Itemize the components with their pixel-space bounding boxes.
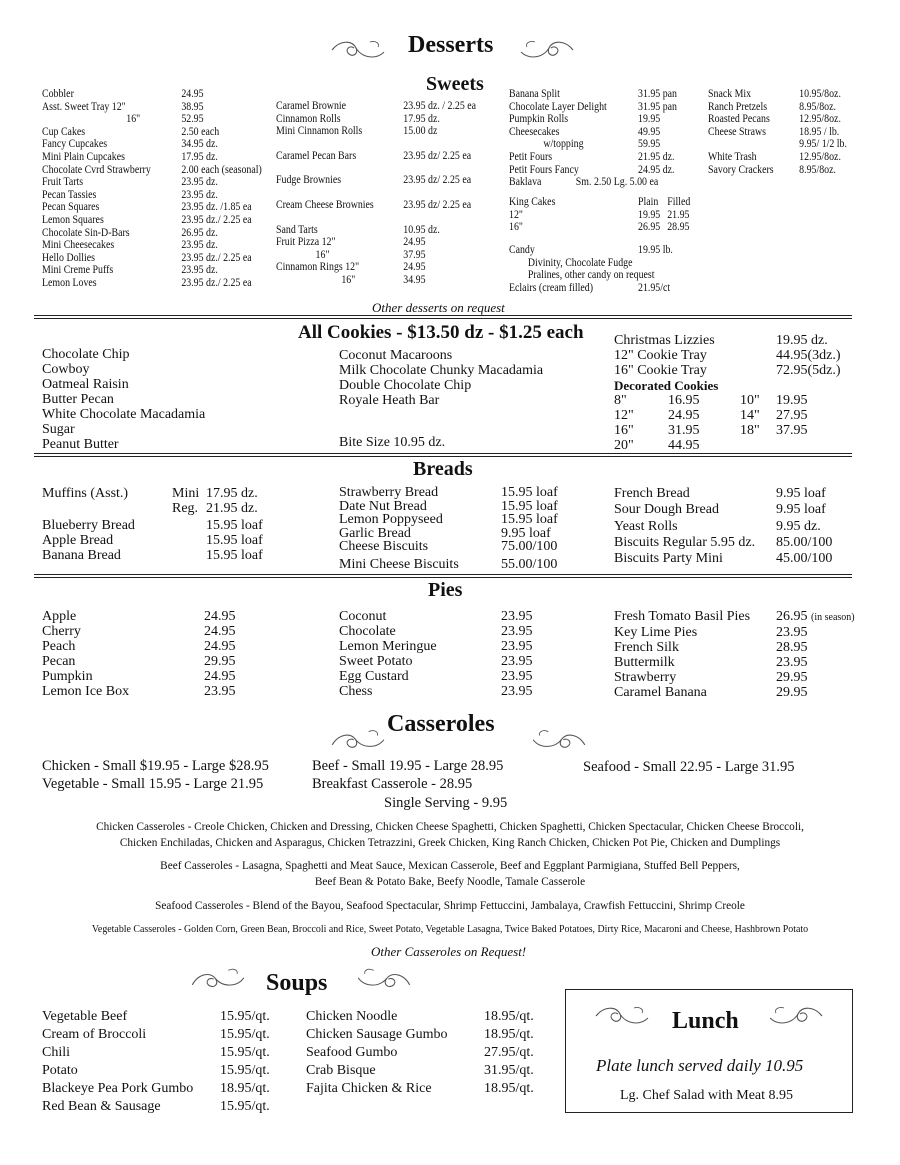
list-item: Cobbler 24.95 (42, 88, 204, 100)
list-item: Lemon Meringue 23.95 (339, 639, 533, 654)
list-item: Asst. Sweet Tray 12" 38.95 (42, 100, 204, 113)
list-item: Banana Bread 15.95 loaf (42, 548, 263, 563)
list-item: Sour Dough Bread 9.95 loaf (614, 502, 826, 518)
list-item: French Bread 9.95 loaf (614, 486, 826, 501)
list-item: Date Nut Bread 15.95 loaf (339, 498, 558, 514)
list-item: Fruit Pizza 12" 24.95 (276, 236, 426, 249)
list-item: Sweet Potato 23.95 (339, 654, 533, 669)
casserole-seafood: Seafood - Small 22.95 - Large 31.95 (583, 759, 795, 775)
list-item: Hello Dollies 23.95 dz./ 2.25 ea (42, 251, 252, 264)
beef-casseroles-list: Beef Casseroles - Lasagna, Spaghetti and Meat Sauce, Mexican Casserole, Beef and Eggplant Parmigiana, Stuffed Bell Peppers, Beef Bean & Potato Bake, Beefy Noodle, Tamale Casserole (160, 858, 740, 888)
list-item: White Trash 12.95/8oz. (708, 150, 841, 163)
list-item: Pecan Squares 23.95 dz. /1.85 ea (42, 201, 252, 214)
list-item: 9.95/ 1/2 lb. (799, 138, 847, 151)
plate-lunch: Plate lunch served daily 10.95 (596, 1056, 804, 1075)
list-item: Key Lime Pies 23.95 (614, 625, 808, 640)
list-item: French Silk 28.95 (614, 640, 808, 655)
casseroles-heading: Casseroles (387, 711, 495, 737)
list-item: Crab Bisque 31.95/qt. (306, 1063, 534, 1078)
swirl-ornament-left-icon (594, 1004, 654, 1030)
chef-salad: Lg. Chef Salad with Meat 8.95 (620, 1088, 794, 1103)
divider (34, 315, 852, 319)
list-item: 16" 31.95 18" 37.95 (614, 423, 808, 438)
list-item: Banana Split 31.95 pan (509, 88, 678, 100)
list-item: Mini Cheese Biscuits 55.00/100 (339, 556, 558, 572)
list-item: Apple 24.95 (42, 609, 236, 624)
list-item: Caramel Brownie 23.95 dz. / 2.25 ea (276, 100, 477, 112)
list-item: Blackeye Pea Pork Gumbo 18.95/qt. (42, 1081, 270, 1096)
list-item: Red Bean & Sausage 15.95/qt. (42, 1099, 270, 1114)
list-item: Peanut Butter (42, 437, 119, 452)
list-item: Cherry 24.95 (42, 624, 236, 639)
list-item: Chocolate Chip (42, 347, 130, 362)
list-item: 12" 24.95 14" 27.95 (614, 408, 808, 423)
casserole-vegetable: Vegetable - Small 15.95 - Large 21.95 (42, 776, 264, 792)
list-item: 16" 34.95 (341, 273, 426, 286)
list-item: Biscuits Regular 5.95 dz. 85.00/100 (614, 534, 833, 550)
list-item: Mini Cheesecakes 23.95 dz. (42, 239, 218, 252)
list-item: Pecan Tassies 23.95 dz. (42, 188, 218, 201)
list-item: Chicken Sausage Gumbo 18.95/qt. (306, 1027, 534, 1042)
list-item: 20" 44.95 (614, 438, 700, 453)
list-item: Cinnamon Rings 12" 24.95 (276, 261, 426, 274)
chicken-casseroles-list: Chicken Casseroles - Creole Chicken, Chicken and Dressing, Chicken Cheese Spaghetti, Chicken Spaghetti, Chicken Spectacular, Chicken Cheese Broccoli, Chicken Enchiladas, Chicken and Asparagus, Chicken Tetrazzini, Greek Chicken, King Ranch Chicken, Chicken Pot Pie, Chicken and Dumplings (96, 819, 804, 849)
list-item: Mini Cinnamon Rolls 15.00 dz (276, 125, 438, 138)
list-item: Caramel Pecan Bars 23.95 dz/ 2.25 ea (276, 149, 472, 162)
sweets-note: Other desserts on request (372, 300, 505, 315)
list-item: Chicken Noodle 18.95/qt. (306, 1009, 534, 1024)
page-title: Desserts (408, 32, 494, 58)
pies-col3 (614, 609, 855, 700)
list-item: Cowboy (42, 362, 90, 377)
lunch-heading: Lunch (672, 1008, 739, 1034)
candy: Candy 19.95 lb. Divinity, Chocolate Fudge Pralines, other candy on request Eclairs (cream filled) 21.95/ct (509, 244, 673, 294)
swirl-ornament-right-icon (764, 1004, 824, 1030)
list-item: Fudge Brownies 23.95 dz/ 2.25 ea (276, 174, 472, 187)
sweets-col2 (276, 100, 476, 287)
list-item: Mini Plain Cupcakes 17.95 dz. (42, 150, 218, 163)
list-item: Butter Pecan (42, 392, 114, 407)
list-item: Petit Fours 21.95 dz. (509, 150, 675, 163)
list-item: White Chocolate Macadamia (42, 407, 206, 422)
list-item: Chocolate 23.95 (339, 624, 533, 639)
list-item: Biscuits Party Mini 45.00/100 (614, 551, 833, 567)
sweets-heading: Sweets (426, 73, 484, 95)
cookies-heading: All Cookies - $13.50 dz - $1.25 each (298, 322, 584, 343)
breads-col3 (614, 486, 832, 567)
list-item: Snack Mix 10.95/8oz. (708, 88, 841, 100)
soups-col2 (306, 1008, 534, 1098)
list-item: Fancy Cupcakes 34.95 dz. (42, 138, 218, 151)
list-item: Milk Chocolate Chunky Macadamia (339, 363, 544, 378)
list-item: Seafood Gumbo 27.95/qt. (306, 1045, 534, 1060)
list-item: Sugar (42, 422, 75, 437)
swirl-ornament-left-icon (328, 725, 391, 759)
list-item: 16" 52.95 (126, 113, 204, 126)
list-item: Chocolate Cvrd Strawberry 2.00 each (seasonal) (42, 163, 262, 176)
cookie-trays: Christmas Lizzies 19.95 dz. 12" Cookie Tray 44.95(3dz.) 16" Cookie Tray 72.95(5dz.) Decorated Cookies 8" 16.95 10" 19.95 12" 24.95 14" 27.95 16" 31.95 18" 37.95 20" 44.95 (614, 333, 841, 453)
list-item: Vegetable Beef 15.95/qt. (42, 1009, 270, 1024)
list-item: Fajita Chicken & Rice 18.95/qt. (306, 1081, 534, 1096)
list-item: Chocolate Sin-D-Bars 26.95 dz. (42, 226, 218, 239)
list-item: Strawberry 29.95 (614, 670, 808, 685)
swirl-ornament-right-icon (515, 38, 575, 64)
list-item: 8" 16.95 10" 19.95 (614, 393, 808, 408)
casserole-chicken: Chicken - Small $19.95 - Large $28.95 (42, 758, 269, 774)
list-item: Peach 24.95 (42, 639, 236, 654)
breads-heading: Breads (413, 458, 473, 480)
list-item: 12" Cookie Tray 44.95(3dz.) (614, 348, 841, 363)
breads-col1: Muffins (Asst.) Mini 17.95 dz. Reg. 21.95 dz. Blueberry Bread 15.95 loaf Apple Bread 15.95 loaf Banana Bread 15.95 loaf (42, 486, 263, 563)
divider (34, 453, 852, 457)
list-item: Potato 15.95/qt. (42, 1063, 270, 1078)
list-item: Roasted Pecans 12.95/8oz. (708, 113, 841, 126)
list-item: Double Chocolate Chip (339, 378, 472, 393)
list-item: Cheesecakes 49.95 (509, 125, 661, 138)
list-item: Cream of Broccoli 15.95/qt. (42, 1027, 270, 1042)
casserole-beef: Beef - Small 19.95 - Large 28.95 (312, 758, 504, 774)
list-item: Fresh Tomato Basil Pies 26.95 (in season) (614, 609, 855, 624)
soups-col1 (42, 1008, 270, 1116)
sweets-col4 (708, 88, 847, 176)
lunch-box (565, 989, 853, 1113)
sweets-col3 (509, 88, 677, 189)
list-item: Garlic Bread 9.95 loaf (339, 525, 551, 541)
breads-col2 (339, 486, 558, 571)
king-cakes: King Cakes Plain Filled 12" 19.95 21.95 16" 26.95 28.95 (509, 196, 691, 234)
list-item: Chess 23.95 (339, 684, 533, 699)
swirl-ornament-left-icon (330, 38, 390, 64)
list-item: Cream Cheese Brownies 23.95 dz/ 2.25 ea (276, 198, 472, 211)
list-item: Petit Fours Fancy 24.95 dz. (509, 163, 675, 176)
list-item: Pumpkin 24.95 (42, 669, 236, 684)
casseroles-note: Other Casseroles on Request! (371, 944, 527, 959)
list-item: Pecan 29.95 (42, 654, 236, 669)
list-item: Royale Heath Bar (339, 393, 440, 408)
list-item: Baklava Sm. 2.50 Lg. 5.00 ea (509, 176, 659, 189)
list-item: Chocolate Layer Delight 31.95 pan (509, 100, 678, 113)
sweets-col1 (42, 88, 262, 290)
list-item: Cheese Biscuits 75.00/100 (339, 539, 558, 554)
list-item: Cheese Straws 18.95 / lb. (708, 125, 840, 138)
list-item: Lemon Squares 23.95 dz./ 2.25 ea (42, 213, 252, 226)
list-item: Blueberry Bread 15.95 loaf (42, 518, 263, 533)
casserole-single: Single Serving - 9.95 (384, 795, 508, 811)
swirl-ornament-right-icon (525, 725, 588, 759)
list-item: Christmas Lizzies 19.95 dz. (614, 333, 828, 348)
swirl-ornament-left-icon (188, 963, 252, 999)
cookies-col2 (339, 348, 543, 408)
swirl-ornament-right-icon (350, 963, 414, 999)
list-item: Yeast Rolls 9.95 dz. (614, 518, 821, 534)
casserole-breakfast: Breakfast Casserole - 28.95 (312, 776, 473, 792)
list-item: w/topping 59.95 (543, 138, 661, 151)
list-item: Cup Cakes 2.50 each (42, 125, 220, 138)
list-item: Ranch Pretzels 8.95/8oz. (708, 100, 836, 113)
soups-heading: Soups (266, 970, 328, 996)
cookies-col1 (42, 347, 205, 452)
pies-heading: Pies (428, 579, 463, 601)
list-item: Buttermilk 23.95 (614, 655, 808, 670)
divider (34, 574, 852, 578)
pies-col2 (339, 609, 533, 699)
list-item: Strawberry Bread 15.95 loaf (339, 485, 558, 500)
bite-size: Bite Size 10.95 dz. (339, 435, 446, 450)
list-item: Coconut Macaroons (339, 348, 453, 363)
pies-col1 (42, 609, 236, 699)
list-item: Sand Tarts 10.95 dz. (276, 223, 440, 236)
list-item: Caramel Banana 29.95 (614, 685, 808, 700)
list-item: Pumpkin Rolls 19.95 (509, 113, 661, 126)
list-item: Chili 15.95/qt. (42, 1045, 270, 1060)
list-item: Lemon Ice Box 23.95 (42, 684, 236, 699)
list-item: Egg Custard 23.95 (339, 669, 533, 684)
list-item: Apple Bread 15.95 loaf (42, 533, 263, 548)
seafood-casseroles-list: Seafood Casseroles - Blend of the Bayou, Seafood Spectacular, Shrimp Fettuccini, Jambalaya, Crawfish Fettuccini, Shrimp Creole (155, 898, 745, 912)
list-item: 16" 37.95 (315, 248, 426, 261)
list-item: Cinnamon Rolls 17.95 dz. (276, 112, 440, 125)
vegetable-casseroles-list: Vegetable Casseroles - Golden Corn, Green Bean, Broccoli and Rice, Sweet Potato, Vegetable Lasagna, Twice Baked Potatoes, Dirty Rice, Macaroni and Cheese, Hashbrown Potato (91, 923, 809, 935)
list-item: 16" Cookie Tray 72.95(5dz.) (614, 363, 841, 378)
list-item: Mini Creme Puffs 23.95 dz. (42, 264, 218, 277)
list-item: Oatmeal Raisin (42, 377, 129, 392)
list-item: Savory Crackers 8.95/8oz. (708, 163, 836, 176)
list-item: Lemon Poppyseed 15.95 loaf (339, 512, 558, 527)
list-item: Lemon Loves 23.95 dz./ 2.25 ea (42, 276, 252, 289)
list-item: Coconut 23.95 (339, 609, 533, 624)
list-item: Fruit Tarts 23.95 dz. (42, 176, 218, 189)
